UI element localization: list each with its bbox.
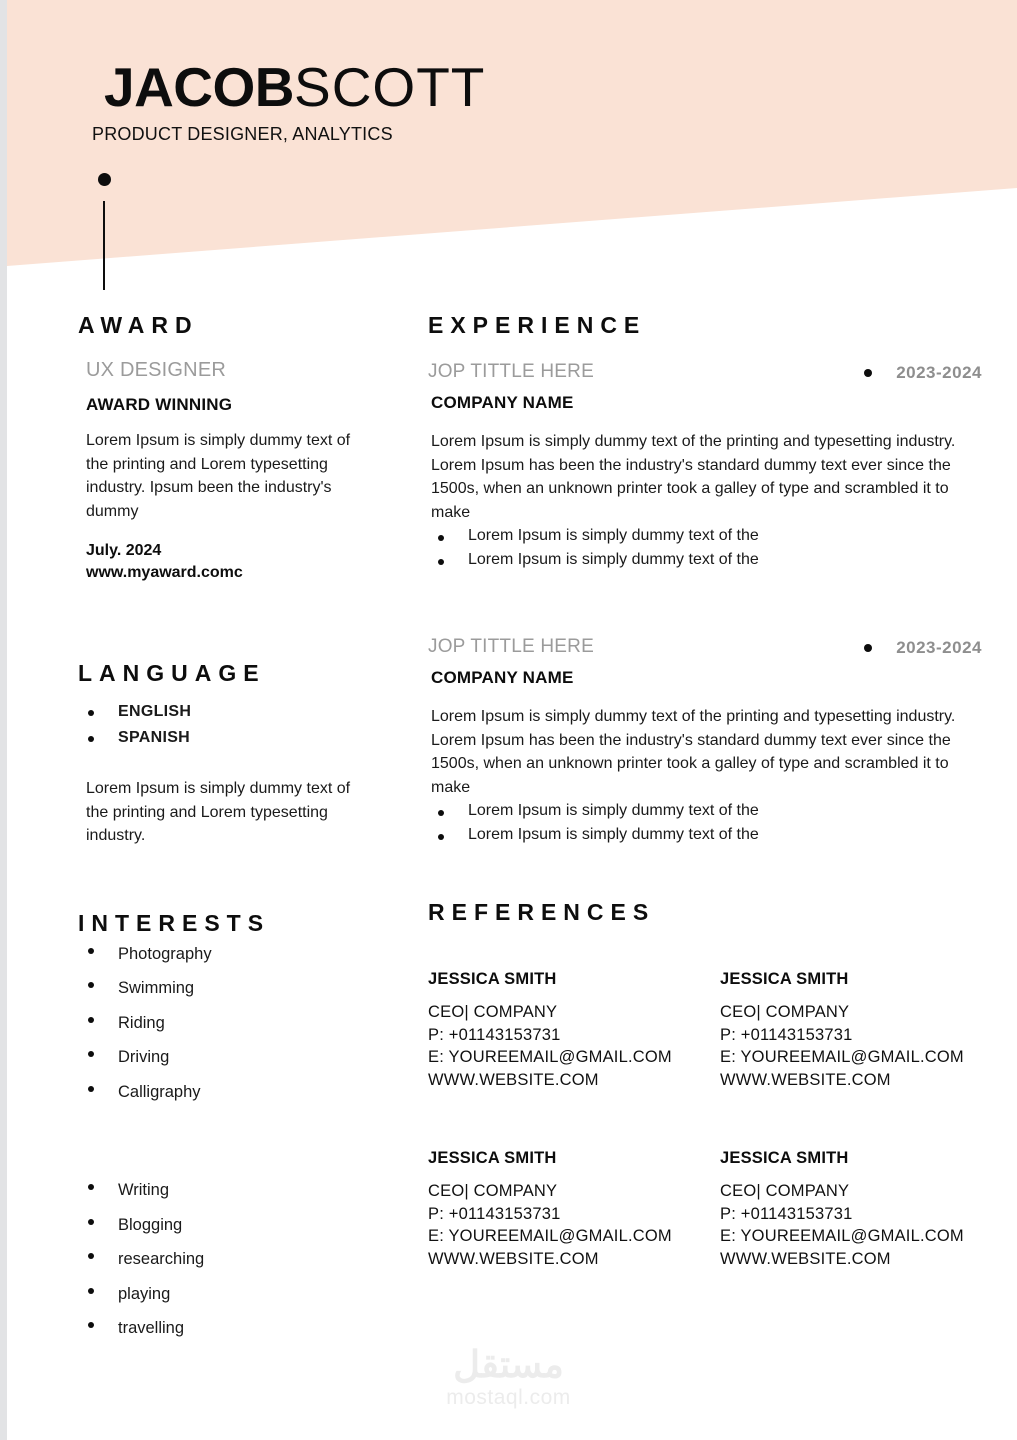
reference-website[interactable]: WWW.WEBSITE.COM xyxy=(428,1249,599,1268)
list-item: travelling xyxy=(78,1311,388,1346)
reference-phone: P: +01143153731 xyxy=(428,1025,561,1044)
language-description: Lorem Ipsum is simply dummy text of the printing and Lorem typesetting industry. xyxy=(86,780,351,844)
accent-dot-icon xyxy=(98,173,111,186)
interests-section-heading: INTERESTS xyxy=(78,909,271,936)
list-item: Lorem Ipsum is simply dummy text of the xyxy=(428,823,988,847)
reference-name: JESSICA SMITH xyxy=(428,970,557,988)
reference-email[interactable]: E: YOUREEMAIL@GMAIL.COM xyxy=(720,1048,964,1066)
bullet-icon xyxy=(864,644,872,652)
reference-email[interactable]: E: YOUREEMAIL@GMAIL.COM xyxy=(428,1227,672,1245)
references-section-heading: REFERENCES xyxy=(428,899,656,925)
reference-role: CEO| COMPANY xyxy=(428,1003,558,1021)
first-name: JACOB xyxy=(104,56,295,118)
experience-entry xyxy=(428,636,988,847)
reference-card xyxy=(428,1149,720,1270)
left-column xyxy=(78,312,388,1346)
references-grid xyxy=(428,970,988,1270)
job-subtitle: PRODUCT DESIGNER, ANALYTICS xyxy=(92,124,393,144)
watermark-arabic-logo: مستقل xyxy=(453,1344,564,1385)
interests-list-secondary xyxy=(78,1173,388,1346)
award-title: AWARD WINNING xyxy=(86,395,233,414)
experience-description: Lorem Ipsum is simply dummy text of the printing and typesetting industry. Lorem Ipsum has been the industry's standard dummy text ever since the 1500s, when an unknown printer took a galley of type and scrambled it to make xyxy=(431,708,956,796)
experience-date-range: 2023-2024 xyxy=(896,638,982,657)
language-section xyxy=(78,660,388,848)
list-item: Lorem Ipsum is simply dummy text of the xyxy=(428,548,988,572)
experience-bullet-list xyxy=(428,524,988,572)
award-description: Lorem Ipsum is simply dummy text of the printing and Lorem typesetting industry. Ipsum been the industry's dummy xyxy=(86,432,351,520)
list-item: Calligraphy xyxy=(78,1075,388,1110)
reference-phone: P: +01143153731 xyxy=(720,1025,853,1044)
reference-card xyxy=(720,970,1012,1091)
last-name: SCOTT xyxy=(294,56,486,118)
language-list xyxy=(78,699,388,751)
list-item: Writing xyxy=(78,1173,388,1208)
list-item: Swimming xyxy=(78,971,388,1006)
list-item: playing xyxy=(78,1277,388,1312)
award-section-heading: AWARD xyxy=(78,312,199,338)
interests-section xyxy=(78,910,388,1346)
reference-email[interactable]: E: YOUREEMAIL@GMAIL.COM xyxy=(428,1048,672,1066)
header-banner xyxy=(7,0,1017,300)
list-item: Lorem Ipsum is simply dummy text of the xyxy=(428,524,988,548)
experience-bullet-list xyxy=(428,799,988,847)
list-item: ENGLISH xyxy=(78,699,388,725)
reference-role: CEO| COMPANY xyxy=(720,1182,850,1200)
award-role: UX DESIGNER xyxy=(86,359,227,381)
watermark-domain: mostaql.com xyxy=(446,1386,571,1409)
reference-name: JESSICA SMITH xyxy=(428,1149,557,1167)
references-section xyxy=(428,899,988,1270)
reference-email[interactable]: E: YOUREEMAIL@GMAIL.COM xyxy=(720,1227,964,1245)
list-item: Riding xyxy=(78,1006,388,1041)
reference-role: CEO| COMPANY xyxy=(720,1003,850,1021)
reference-website[interactable]: WWW.WEBSITE.COM xyxy=(720,1249,891,1268)
reference-website[interactable]: WWW.WEBSITE.COM xyxy=(720,1070,891,1089)
list-item: Lorem Ipsum is simply dummy text of the xyxy=(428,799,988,823)
page-edge-shadow xyxy=(0,0,7,1440)
language-section-heading: LANGUAGE xyxy=(78,660,266,686)
bullet-icon xyxy=(864,369,872,377)
right-column xyxy=(428,312,988,1270)
page-title xyxy=(104,58,485,116)
reference-card xyxy=(720,1149,1012,1270)
reference-role: CEO| COMPANY xyxy=(428,1182,558,1200)
list-item: Photography xyxy=(78,937,388,972)
experience-description: Lorem Ipsum is simply dummy text of the printing and typesetting industry. Lorem Ipsum has been the industry's standard dummy text ever since the 1500s, when an unknown printer took a galley of type and scrambled it to make xyxy=(431,433,956,521)
experience-company-name: COMPANY NAME xyxy=(431,668,574,687)
list-item: Blogging xyxy=(78,1208,388,1243)
award-website[interactable]: www.myaward.comc xyxy=(86,564,243,581)
accent-vertical-line xyxy=(103,201,105,290)
reference-website[interactable]: WWW.WEBSITE.COM xyxy=(428,1070,599,1089)
award-section xyxy=(78,312,388,584)
experience-company-name: COMPANY NAME xyxy=(431,393,574,412)
experience-section-heading: EXPERIENCE xyxy=(428,312,647,338)
award-date: July. 2024 xyxy=(86,542,162,559)
reference-name: JESSICA SMITH xyxy=(720,970,849,988)
list-item: Driving xyxy=(78,1040,388,1075)
experience-section xyxy=(428,312,988,847)
experience-entry xyxy=(428,361,988,572)
experience-date-range: 2023-2024 xyxy=(896,363,982,382)
experience-job-title: JOP TITTLE HERE xyxy=(428,636,594,657)
interests-list-primary xyxy=(78,937,388,1110)
reference-name: JESSICA SMITH xyxy=(720,1149,849,1167)
list-item: researching xyxy=(78,1242,388,1277)
experience-job-title: JOP TITTLE HERE xyxy=(428,361,594,382)
watermark xyxy=(0,1345,1017,1411)
reference-phone: P: +01143153731 xyxy=(428,1204,561,1223)
list-item: SPANISH xyxy=(78,725,388,751)
reference-phone: P: +01143153731 xyxy=(720,1204,853,1223)
reference-card xyxy=(428,970,720,1091)
